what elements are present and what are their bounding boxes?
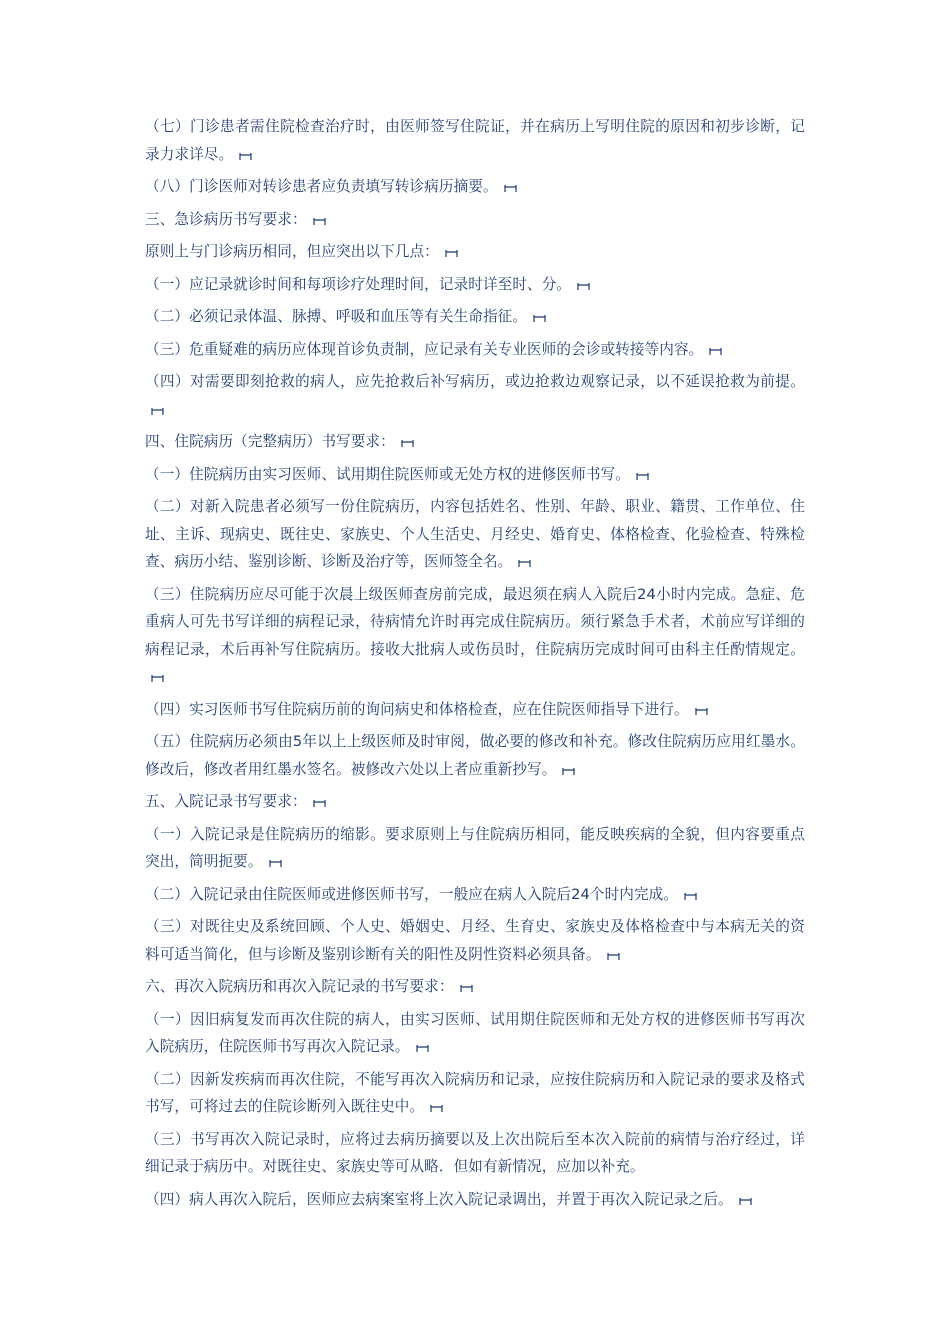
- document-paragraph: [145, 1066, 805, 1121]
- document-paragraph: [145, 206, 805, 234]
- document-paragraph: [145, 1006, 805, 1061]
- document-paragraph: [145, 973, 805, 1001]
- paragraph-mark-icon: [313, 799, 326, 808]
- paragraph-mark-icon: [269, 859, 282, 868]
- document-paragraph: [145, 581, 805, 691]
- paragraph-mark-icon: [430, 1104, 443, 1113]
- document-paragraph: [145, 821, 805, 876]
- paragraph-text: （五）住院病历必须由5年以上上级医师及时审阅，做必要的修改和补充。修改住院病历应用红墨水。修改后，修改者用红墨水签名。被修改六处以上者应重新抄写。: [145, 733, 805, 778]
- document-paragraph: [145, 271, 805, 299]
- document-paragraph: [145, 788, 805, 816]
- paragraph-mark-icon: [739, 1197, 752, 1206]
- paragraph-text: （一）应记录就诊时间和每项诊疗处理时间，记录时详至时、分。: [145, 275, 572, 293]
- paragraph-mark-icon: [577, 282, 590, 291]
- paragraph-text: （四）对需要即刻抢救的病人，应先抢救后补写病历，或边抢救边观察记录，以不延误抢救为前提。: [145, 373, 805, 390]
- paragraph-text: （三）住院病历应尽可能于次晨上级医师查房前完成，最迟须在病人入院后24小时内完成。急症、危重病人可先书写详细的病程记录，待病情允许时再完成住院病历。须行紧急手术者，术前应写详细的病程记录，术后再补写住院病历。接收大批病人或伤员时，住院病历完成时间可由科主任酌情规定。: [145, 585, 805, 658]
- paragraph-mark-icon: [151, 407, 164, 416]
- paragraph-text: （一）入院记录是住院病历的缩影。要求原则上与住院病历相同，能反映疾病的全貌，但内容要重点突出，简明扼要。: [145, 825, 805, 870]
- paragraph-text: （一）住院病历由实习医师、试用期住院医师或无处方权的进修医师书写。: [145, 465, 630, 483]
- paragraph-mark-icon: [607, 952, 620, 961]
- paragraph-mark-icon: [636, 472, 649, 481]
- paragraph-mark-icon: [313, 217, 326, 226]
- paragraph-text: （八）门诊医师对转诊患者应负责填写转诊病历摘要。: [145, 178, 498, 195]
- paragraph-text: （四）实习医师书写住院病历前的询问病史和体格检查，应在住院医师指导下进行。: [145, 700, 689, 718]
- document-paragraph: [145, 113, 805, 168]
- paragraph-text: （二）因新发疾病而再次住院，不能写再次入院病历和记录，应按住院病历和入院记录的要求及格式书写，可将过去的住院诊断列入既往史中。: [145, 1070, 805, 1115]
- paragraph-text: 三、急诊病历书写要求：: [145, 210, 307, 228]
- paragraph-mark-icon: [504, 184, 517, 193]
- paragraph-text: 四、住院病历（完整病历）书写要求：: [145, 433, 395, 450]
- paragraph-mark-icon: [562, 767, 575, 776]
- paragraph-mark-icon: [533, 314, 546, 323]
- document-paragraph: [145, 461, 805, 489]
- paragraph-mark-icon: [401, 439, 414, 448]
- paragraph-mark-icon: [416, 1044, 429, 1053]
- document-paragraph: [145, 881, 805, 909]
- document-paragraph: [145, 1126, 805, 1181]
- paragraph-mark-icon: [518, 559, 531, 568]
- paragraph-text: （三）书写再次入院记录时，应将过去病历摘要以及上次出院后至本次入院前的病情与治疗经过，详细记录于病历中。对既往史、家族史等可从略．但如有新情况，应加以补充。: [145, 1130, 805, 1175]
- document-paragraph: [145, 728, 805, 783]
- paragraph-text: 六、再次入院病历和再次入院记录的书写要求：: [145, 978, 454, 995]
- document-paragraph: [145, 428, 805, 456]
- paragraph-text: 原则上与门诊病历相同，但应突出以下几点：: [145, 243, 439, 260]
- document-paragraph: [145, 368, 805, 423]
- document-paragraph: [145, 913, 805, 968]
- document-paragraph: [145, 303, 805, 331]
- paragraph-text: （二）入院记录由住院医师或进修医师书写，一般应在病人入院后24个时内完成。: [145, 885, 679, 903]
- paragraph-mark-icon: [460, 984, 473, 993]
- paragraph-mark-icon: [239, 152, 252, 161]
- paragraph-mark-icon: [695, 707, 708, 716]
- paragraph-mark-icon: [445, 249, 458, 258]
- document-paragraph: [145, 1186, 805, 1214]
- paragraph-mark-icon: [709, 347, 722, 356]
- paragraph-text: （四）病人再次入院后，医师应去病案室将上次入院记录调出，并置于再次入院记录之后。: [145, 1190, 733, 1208]
- paragraph-mark-icon: [684, 892, 697, 901]
- paragraph-text: （一）因旧病复发而再次住院的病人，由实习医师、试用期住院医师和无处方权的进修医师书写再次入院病历，住院医师书写再次入院记录。: [145, 1010, 805, 1055]
- document-body: [145, 113, 805, 1218]
- paragraph-text: （七）门诊患者需住院检查治疗时，由医师签写住院证，并在病历上写明住院的原因和初步诊断，记录力求详尽。: [145, 118, 805, 163]
- paragraph-text: （二）对新入院患者必须写一份住院病历，内容包括姓名、性别、年龄、职业、籍贯、工作单位、住址、主诉、现病史、既往史、家族史、个人生活史、月经史、婚育史、体格检查、化验检查、特殊检查、病历小结、鉴别诊断、诊断及治疗等，医师签全名。: [145, 498, 805, 570]
- paragraph-text: （二）必须记录体温、脉搏、呼吸和血压等有关生命指征。: [145, 308, 528, 325]
- paragraph-text: （三）危重疑难的病历应体现首诊负责制，应记录有关专业医师的会诊或转接等内容。: [145, 340, 704, 358]
- paragraph-text: 五、入院记录书写要求：: [145, 793, 307, 810]
- document-paragraph: [145, 493, 805, 576]
- paragraph-mark-icon: [151, 674, 164, 683]
- paragraph-text: （三）对既往史及系统回顾、个人史、婚姻史、月经、生育史、家族史及体格检查中与本病无关的资料可适当简化，但与诊断及鉴别诊断有关的阳性及阴性资料必须具备。: [145, 918, 805, 963]
- document-paragraph: [145, 696, 805, 724]
- document-paragraph: [145, 238, 805, 266]
- document-paragraph: [145, 336, 805, 364]
- document-paragraph: [145, 173, 805, 201]
